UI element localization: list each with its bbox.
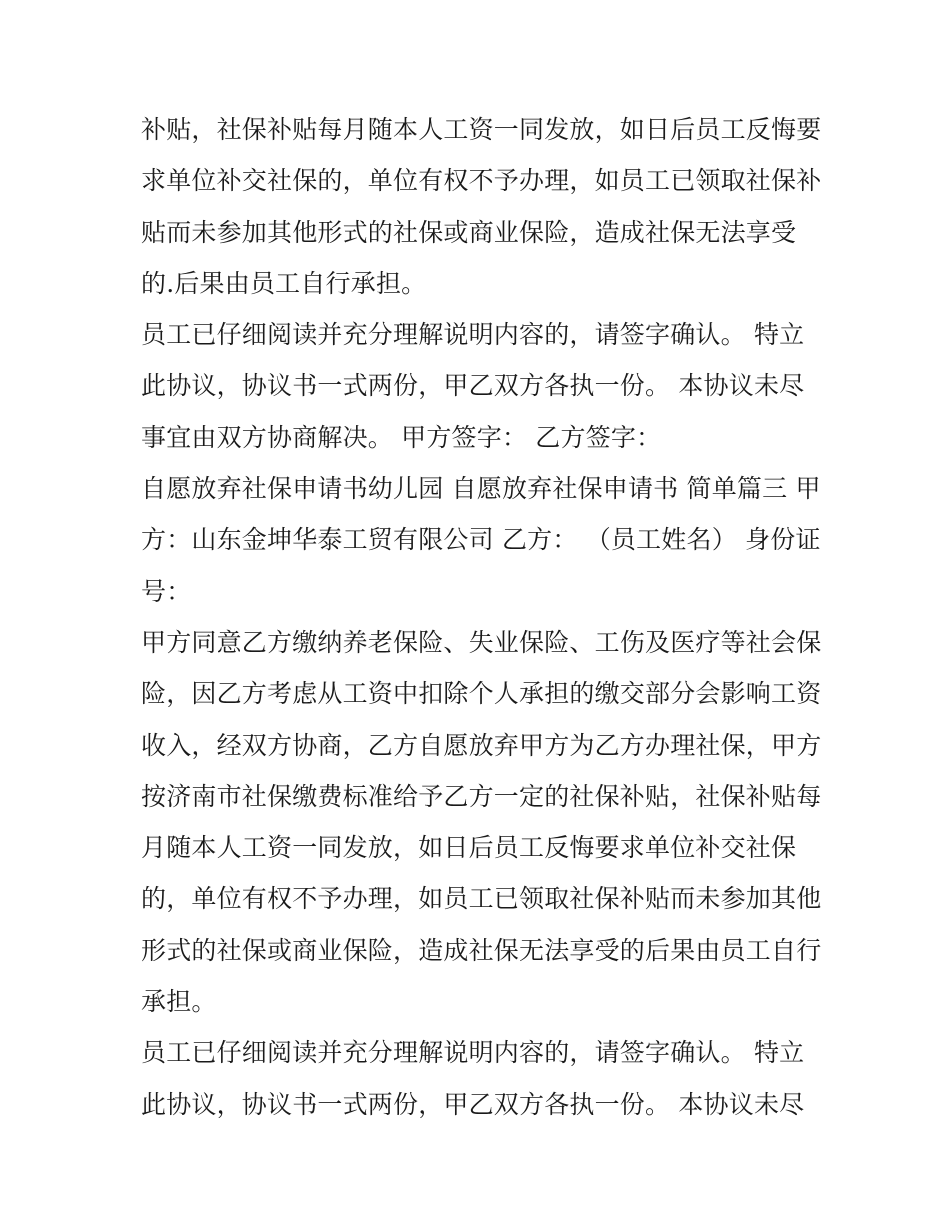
text-line: 求单位补交社保的，单位有权不予办理，如员工已领取社保补	[141, 166, 822, 196]
text-line: 承担。	[141, 987, 217, 1017]
text-line: 员工已仔细阅读并充分理解说明内容的，请签字确认。 特立	[141, 320, 805, 350]
text-line: 形式的社保或商业保险，造成社保无法享受的后果由员工自行	[141, 935, 822, 965]
text-line: 补贴，社保补贴每月随本人工资一同发放，如日后员工反悔要	[141, 115, 822, 144]
text-line: 贴而未参加其他形式的社保或商业保险，造成社保无法享受	[141, 217, 797, 247]
text-line: 事宜由双方协商解决。 甲方签字： 乙方签字：	[141, 422, 662, 452]
text-line: 方：山东金坤华泰工贸有限公司 乙方： （员工姓名） 身份证	[141, 525, 821, 555]
text-line: 甲方同意乙方缴纳养老保险、失业保险、工伤及医疗等社会保	[141, 627, 822, 657]
text-line: 月随本人工资一同发放，如日后员工反悔要求单位补交社保	[141, 833, 797, 863]
text-line: 自愿放弃社保申请书幼儿园 自愿放弃社保申请书 简单篇三 甲	[141, 474, 821, 504]
document-body	[141, 104, 821, 1130]
text-line: 的，单位有权不予办理，如员工已领取社保补贴而未参加其他	[141, 884, 822, 914]
text-line: 此协议，协议书一式两份，甲乙双方各执一份。 本协议未尽	[141, 1089, 805, 1119]
text-line: 收入，经双方协商，乙方自愿放弃甲方为乙方办理社保，甲方	[141, 730, 822, 760]
text-line: 按济南市社保缴费标准给予乙方一定的社保补贴，社保补贴每	[141, 781, 822, 811]
text-line: 号：	[141, 576, 192, 606]
text-line: 此协议，协议书一式两份，甲乙双方各执一份。 本协议未尽	[141, 371, 805, 401]
text-line: 员工已仔细阅读并充分理解说明内容的，请签字确认。 特立	[141, 1038, 805, 1068]
text-line: 的.后果由员工自行承担。	[141, 268, 427, 298]
text-line: 险，因乙方考虑从工资中扣除个人承担的缴交部分会影响工资	[141, 679, 822, 709]
